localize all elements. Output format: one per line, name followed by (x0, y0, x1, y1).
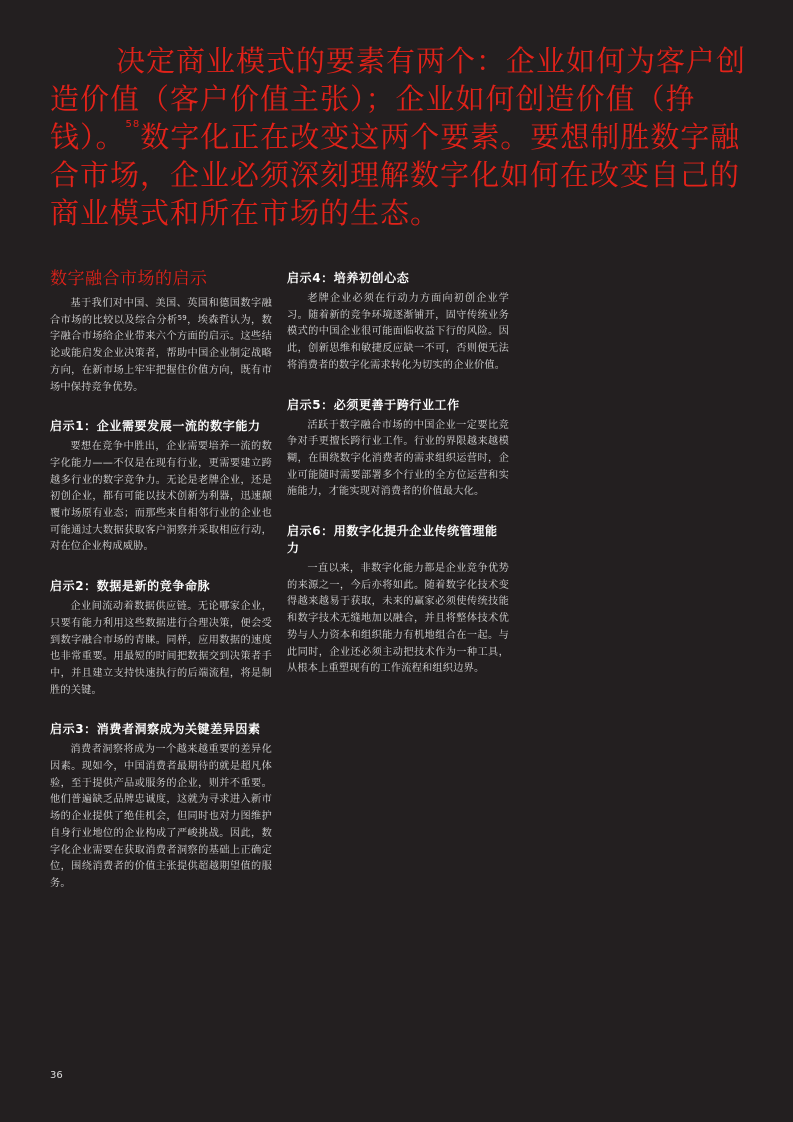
insight-6 (287, 523, 509, 678)
pull-quote (50, 42, 750, 232)
insight-body: 要想在竞争中胜出，企业需要培养一流的数字化能力——不仅是在现有行业，更需要建立跨越多行业的数字竞争力。无论是老牌企业，还是初创企业，都有可能以技术创新为利器，迅速颠覆市场原有业态；而那些来自相邻行业的企业也可能通过大数据获取客户洞察并采取相应行动，对在位企业构成威胁。 (50, 441, 272, 553)
section-intro-paragraph (50, 296, 272, 396)
intro-text-after: ，埃森哲认为，数字融合市场给企业带来六个方面的启示。这些结论或能启发企业决策者，帮助中国企业制定战略方向，在新市场上牢牢把握住价值方向，既有市场中保持竞争优势。 (50, 314, 272, 393)
section-title: 数字融合市场的启示 (50, 269, 208, 289)
pull-quote-text-after: 数字化正在改变这两个要素。要想制胜数字融合市场，企业必须深刻理解数字化如何在改变自己的商业模式和所在市场的生态。 (50, 120, 741, 230)
insight-body: 老牌企业必须在行动力方面向初创企业学习。随着新的竞争环境逐渐铺开，固守传统业务模式的中国企业很可能面临收益下行的风险。因此，创新思维和敏捷反应缺一不可，否则便无法将消费者的数字化需求转化为切实的企业价值。 (287, 293, 509, 371)
insight-1 (50, 418, 272, 556)
intro-text-before: 基于我们对中国、美国、英国和德国数字融合市场的比较以及综合分析 (50, 298, 272, 326)
pull-quote-footnote-ref: 58 (125, 119, 141, 130)
section-intro (50, 268, 272, 396)
insight-4 (287, 270, 509, 375)
insight-heading: 启示4：培养初创心态 (287, 271, 410, 285)
pull-quote-text-before: 决定商业模式的要素有两个：企业如何为客户创造价值（客户价值主张）；企业如何创造价值（挣钱）。 (50, 44, 747, 154)
insight-heading: 启示2：数据是新的竞争命脉 (50, 579, 211, 594)
left-column (50, 268, 272, 915)
insight-2 (50, 578, 272, 699)
insight-5 (287, 397, 509, 502)
insight-body: 消费者洞察将成为一个越来越重要的差异化因素。现如今，中国消费者最期待的就是超凡体验，至于提供产品或服务的企业，则并不重要。他们普遍缺乏品牌忠诚度，这就为寻求进入新市场的企业提供了绝佳机会，但同时也对力图维护自身行业地位的企业构成了严峻挑战。因此，数字化企业需要在获取消费者洞察的基础上正确定位，围绕消费者的价值主张提供超越期望值的服务。 (50, 744, 272, 889)
insight-body: 一直以来，非数字化能力都是企业竞争优势的来源之一，今后亦将如此。随着数字化技术变得越来越易于获取，未来的赢家必须使传统技能和数字技术无缝地加以融合，并且将整体技术优势与人力资本和组织能力有机地组合在一起。与此同时，企业还必须主动把技术作为一种工具，从根本上重塑现有的工作流程和组织边界。 (287, 563, 509, 675)
insight-3 (50, 721, 272, 892)
intro-footnote-ref: 59 (177, 313, 187, 322)
insight-heading: 启示5：必须更善于跨行业工作 (287, 397, 460, 412)
insight-body: 企业间流动着数据供应链。无论哪家企业，只要有能力利用这些数据进行合理决策，便会受到数字融合市场的青睐。同样，应用数据的速度也非常重要。用最短的时间把数据交到决策者手中，并且建立支持快速执行的后端流程，将是制胜的关键。 (50, 601, 272, 696)
insight-body: 活跃于数字融合市场的中国企业一定要比竞争对手更擅长跨行业工作。行业的界限越来越模糊，在围绕数字化消费者的需求组织运营时，企业可能随时需要部署多个行业的全方位运营和实施能力，才能实现对消费者的价值最大化。 (287, 419, 509, 498)
page-number: 36 (50, 1070, 63, 1081)
insight-heading: 启示3：消费者洞察成为关键差异因素 (50, 722, 261, 737)
right-column (287, 270, 509, 700)
insight-heading: 启示6：用数字化提升企业传统管理能力 (287, 524, 498, 556)
insight-heading: 启示1：企业需要发展一流的数字能力 (50, 419, 261, 434)
